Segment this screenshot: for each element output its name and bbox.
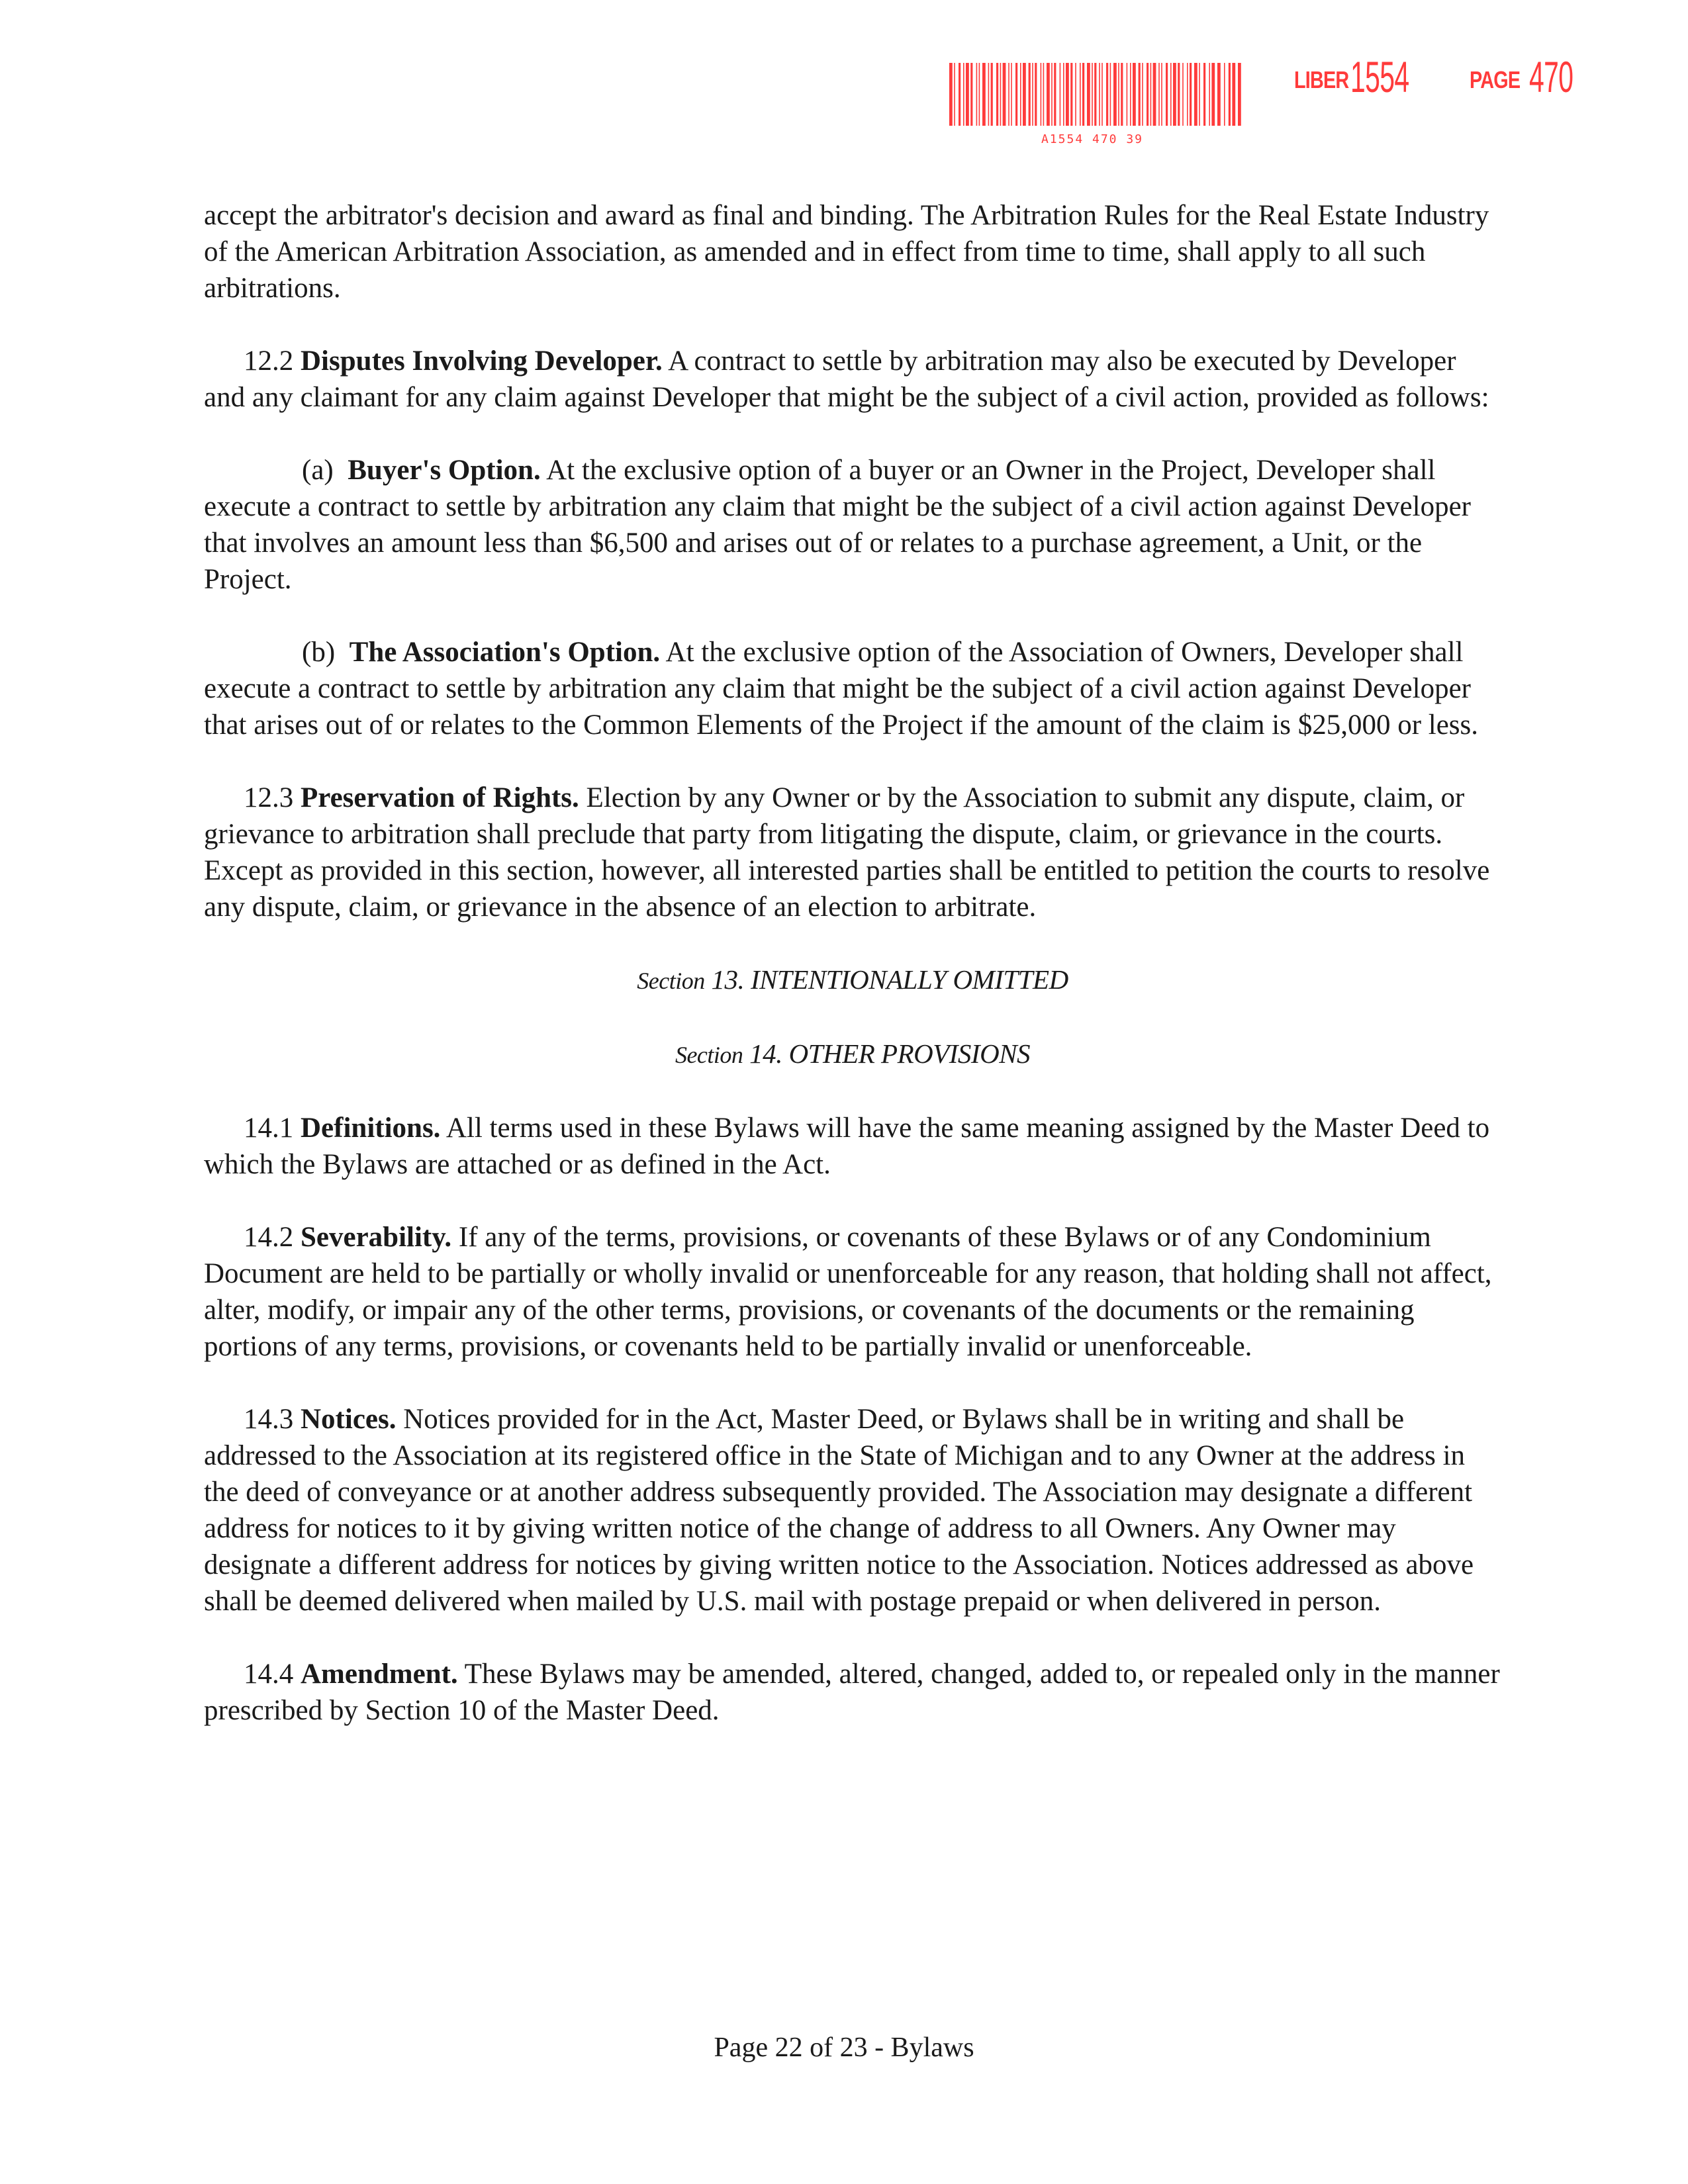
barcode-bar [1211, 63, 1215, 126]
section-12-2-b [204, 634, 1501, 743]
barcode-bar [1000, 63, 1002, 126]
barcode-bar [1047, 63, 1050, 126]
barcode-bar [1173, 63, 1176, 126]
section-12-2-a [204, 452, 1501, 598]
barcode-bar [1020, 63, 1021, 126]
barcode-bar [1087, 63, 1090, 126]
section-number: 12.2 [244, 345, 294, 377]
section-body: These Bylaws may be amended, altered, changed, added to, or repealed only in the manner prescribed by Section 10 of the Master Deed. [204, 1659, 1500, 1726]
barcode-bar [949, 63, 953, 126]
barcode-bar [1075, 63, 1076, 126]
heading-section-13 [204, 962, 1501, 999]
subsection-label: (a) [302, 455, 334, 486]
barcode-bar [1209, 63, 1210, 126]
barcode-bar [966, 63, 969, 126]
barcode-bar [979, 63, 980, 126]
page-label: PAGE [1470, 66, 1521, 93]
section-number: 14.1 [244, 1113, 294, 1144]
barcode-bar [1187, 63, 1188, 126]
heading-section-14 [204, 1036, 1501, 1073]
barcode-bar [1217, 63, 1221, 126]
barcode-bar [1054, 63, 1056, 126]
barcode-bar [1229, 63, 1231, 126]
barcode-bar [1170, 63, 1172, 126]
barcode-bar [1051, 63, 1053, 126]
heading-text: 14. OTHER PROVISIONS [749, 1038, 1031, 1069]
barcode-bar [1032, 63, 1033, 126]
barcode-bar [1092, 63, 1093, 126]
section-14-4 [204, 1656, 1501, 1729]
barcode-bar [1015, 63, 1017, 126]
barcode-bar [1060, 63, 1061, 126]
barcode-bar [1178, 63, 1180, 126]
section-body: Notices provided for in the Act, Master Deed, or Bylaws shall be in writing and shall be addressed to the Association at its registered office in the State of Michigan and to any Owner at the address in the deed of conveyance or at another address subsequently provided. The Association may designate a different address for notices to it by giving written notice of the change of address to all Owners. Any Owner may designate a different address for notices by giving written notice to the Association. Notices addressed as above shall be deemed delivered when mailed by U.S. mail with postage prepaid or when delivered in person. [204, 1404, 1474, 1617]
barcode-bar [1106, 63, 1108, 126]
section-body: All terms used in these Bylaws will have the same meaning assigned by the Master Deed to which the Bylaws are attached or as defined in the Act. [204, 1113, 1490, 1180]
section-title: Definitions. [301, 1113, 441, 1144]
barcode-bar [976, 63, 978, 126]
barcode-bar [1161, 63, 1162, 126]
barcode-bar [1190, 63, 1192, 126]
barcode-number: A1554 470 39 [1041, 132, 1144, 146]
section-number: 14.3 [244, 1404, 294, 1435]
barcode-bar [963, 63, 964, 126]
section-body: Election by any Owner or by the Association to submit any dispute, claim, or grievance to arbitration shall preclude that party from litigating the dispute, claim, or grievance in the courts. Except as provided in this section, however, all interested parties shall be entitled to petition the courts to resolve any dispute, claim, or grievance in the absence of an election to arbitrate. [204, 782, 1490, 923]
barcode-bar [959, 63, 961, 126]
heading-prefix: Section [637, 968, 705, 994]
barcode-bar [1023, 63, 1026, 126]
barcode-bar [1133, 63, 1136, 126]
section-12-3 [204, 780, 1501, 925]
barcode-bar [1082, 63, 1084, 126]
liber-label: LIBER [1294, 66, 1349, 93]
page-footer: Page 22 of 23 - Bylaws [714, 2032, 974, 2063]
barcode-bar [1008, 63, 1009, 126]
barcode-bar [1041, 63, 1042, 126]
page-number: 470 [1529, 52, 1573, 101]
barcode-bar [1113, 63, 1117, 126]
barcode-graphic [947, 63, 1244, 126]
section-title: Preservation of Rights. [301, 782, 579, 813]
liber-number: 1554 [1350, 52, 1409, 101]
barcode-bar [1066, 63, 1069, 126]
section-title: Severability. [301, 1222, 452, 1253]
section-14-2 [204, 1219, 1501, 1365]
paragraph-intro: accept the arbitrator's decision and award as final and binding. The Arbitration Rules for the Real Estate Industry of the American Arbitration Association, as amended and in effect from time to time, shall apply to all such arbitrations. [204, 200, 1489, 304]
section-14-1 [204, 1110, 1501, 1183]
barcode-bar [1080, 63, 1081, 126]
section-title: Disputes Involving Developer. [301, 345, 663, 377]
barcode-bar [1003, 63, 1006, 126]
heading-text: 13. INTENTIONALLY OMITTED [711, 964, 1068, 995]
barcode-bar [982, 63, 986, 126]
barcode-bar [1238, 63, 1241, 126]
barcode-bar [996, 63, 998, 126]
barcode-bar [1224, 63, 1225, 126]
barcode-bar [954, 63, 955, 126]
subsection-body: At the exclusive option of the Association of Owners, Developer shall execute a contract to settle by arbitration any claim that might be the subject of a civil action against Developer that arises out of or relates to the Common Elements of the Project if the amount of the claim is $25,000 or less. [204, 637, 1479, 741]
barcode-bar [988, 63, 990, 126]
section-body: If any of the terms, provisions, or covenants of these Bylaws or of any Condominium Document are held to be partially or wholly invalid or unenforceable for any reason, that holding shall not affect, alter, modify, or impair any of the other terms, provisions, or covenants of the documents or the remaining portions of any terms, provisions, or covenants held to be partially invalid or unenforceable. [204, 1222, 1492, 1362]
barcode-bar [1063, 63, 1064, 126]
barcode-bar [1099, 63, 1100, 126]
section-title: Notices. [301, 1404, 397, 1435]
heading-prefix: Section [675, 1042, 743, 1068]
barcode-bar [1029, 63, 1031, 126]
barcode-bar [1011, 63, 1012, 126]
section-number: 14.4 [244, 1659, 294, 1690]
barcode-bar [1147, 63, 1149, 126]
barcode-bar [970, 63, 972, 126]
barcode-bar [1142, 63, 1143, 126]
barcode-bar [1194, 63, 1197, 126]
barcode-bar [1232, 63, 1235, 126]
barcode-bar [1130, 63, 1131, 126]
section-14-3 [204, 1401, 1501, 1619]
barcode-bar [1094, 63, 1096, 126]
barcode-bar [991, 63, 993, 126]
barcode-bar [1150, 63, 1152, 126]
barcode-bar [1102, 63, 1103, 126]
section-title: Amendment. [301, 1659, 458, 1690]
barcode-bar [1121, 63, 1123, 126]
barcode-bar [1199, 63, 1200, 126]
barcode-bar [1035, 63, 1037, 126]
barcode-bar [1127, 63, 1128, 126]
barcode-bar [1070, 63, 1072, 126]
subsection-title: Buyer's Option. [348, 455, 541, 486]
section-number: 14.2 [244, 1222, 294, 1253]
subsection-title: The Association's Option. [349, 637, 661, 668]
section-body: A contract to settle by arbitration may also be executed by Developer and any claimant for any claim against Developer that might be the subject of a civil action, provided as follows: [204, 345, 1489, 413]
barcode-bar [1110, 63, 1111, 126]
subsection-body: At the exclusive option of a buyer or an Owner in the Project, Developer shall execute a contract to settle by arbitration any claim that might be the subject of a civil action against Developer that involves an amount less than $6,500 and arises out of or relates to a purchase agreement, a Unit, or the Project. [204, 455, 1471, 595]
barcode-bar [1182, 63, 1184, 126]
barcode-bar [1158, 63, 1160, 126]
section-number: 12.3 [244, 782, 294, 813]
barcode-bar [1153, 63, 1156, 126]
barcode-bar [1139, 63, 1141, 126]
barcode-bar [1166, 63, 1168, 126]
barcode-bar [1043, 63, 1045, 126]
barcode [947, 63, 1244, 126]
subsection-label: (b) [302, 637, 336, 668]
barcode-bar [1118, 63, 1119, 126]
document-body [204, 197, 1501, 1729]
barcode-bar [1203, 63, 1205, 126]
section-12-2 [204, 343, 1501, 416]
